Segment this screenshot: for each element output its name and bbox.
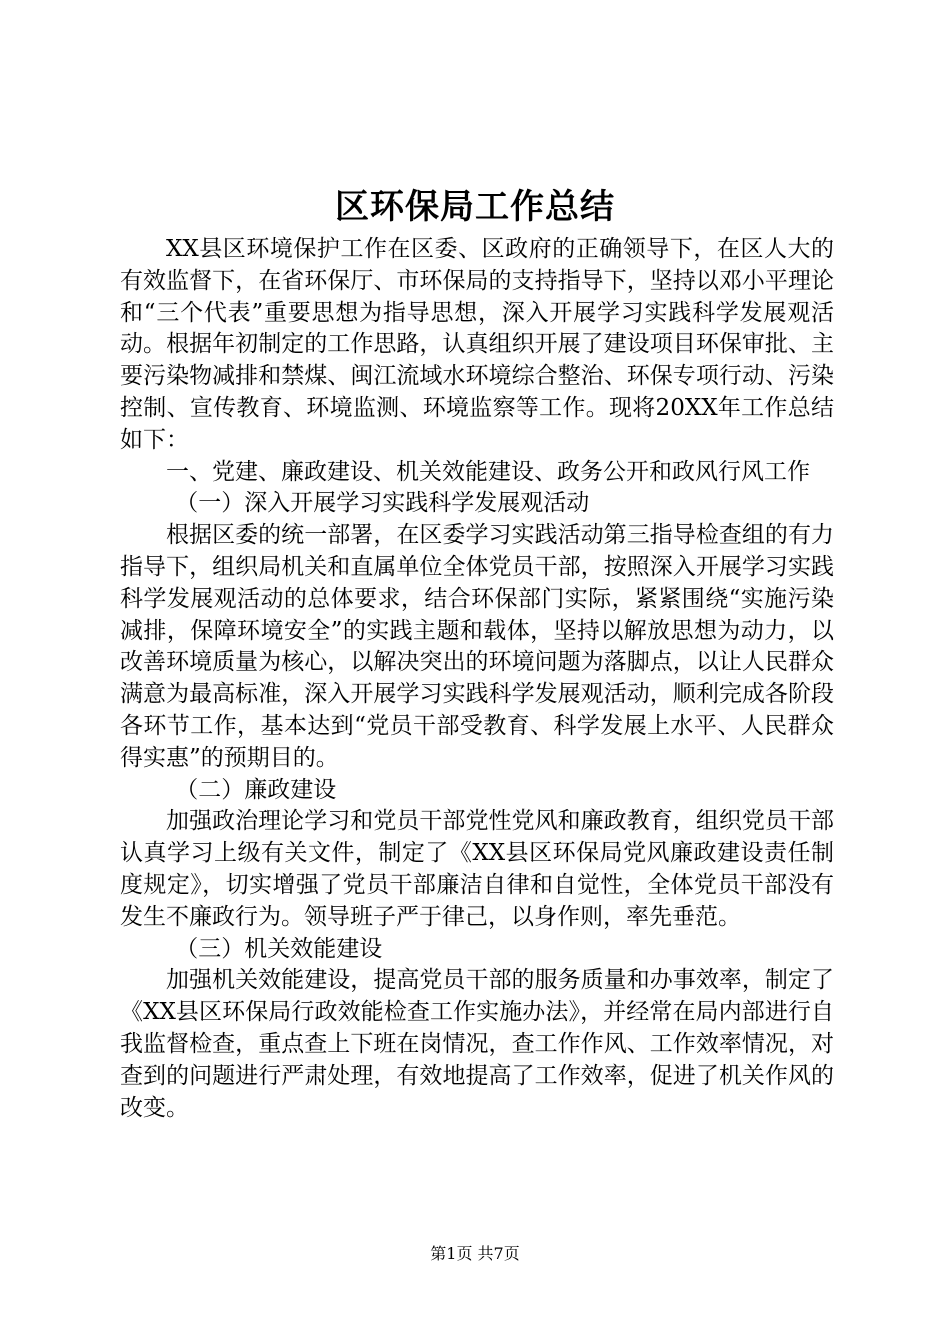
page-footer: 第1页 共7页: [430, 1244, 520, 1263]
document-title: 区环保局工作总结: [335, 187, 615, 227]
subsection-heading-2: （二）廉政建设: [175, 776, 337, 803]
subsection-paragraph-2: 加强政治理论学习和党员干部党性党风和廉政教育，组织党员干部认真学习上级有关文件，制定了《XX县区环保局党风廉政建设责任制度规定》，切实增强了党员干部廉洁自律和自觉性，全体党员干部没有发生不廉政行为。领导班子严于律己，以身作则，率先垂范。: [120, 808, 834, 930]
subsection-paragraph-3: 加强机关效能建设，提高党员干部的服务质量和办事效率，制定了《XX县区环保局行政效能检查工作实施办法》，并经常在局内部进行自我监督检查，重点查上下班在岗情况，查工作作风、工作效率情况，对查到的问题进行严肃处理，有效地提高了工作效率，促进了机关作风的改变。: [120, 967, 834, 1121]
subsection-heading-1: （一）深入开展学习实践科学发展观活动: [175, 490, 590, 517]
section-heading-1: 一、党建、廉政建设、机关效能建设、政务公开和政风行风工作: [166, 458, 810, 485]
subsection-heading-3: （三）机关效能建设: [175, 935, 383, 962]
document-body: [120, 234, 834, 1124]
subsection-paragraph-1: 根据区委的统一部署，在区委学习实践活动第三指导检查组的有力指导下，组织局机关和直属单位全体党员干部，按照深入开展学习实践科学发展观活动的总体要求，结合环保部门实际，紧紧围绕“实施污染减排，保障环境安全”的实践主题和载体，坚持以解放思想为动力，以改善环境质量为核心，以解决突出的环境问题为落脚点，以让人民群众满意为最高标准，深入开展学习实践科学发展观活动，顺利完成各阶段各环节工作，基本达到“党员干部受教育、科学发展上水平、人民群众得实惠”的预期目的。: [120, 522, 834, 771]
intro-paragraph: XX县区环境保护工作在区委、区政府的正确领导下，在区人大的有效监督下，在省环保厅、市环保局的支持指导下，坚持以邓小平理论和“三个代表”重要思想为指导思想，深入开展学习实践科学发展观活动。根据年初制定的工作思路，认真组织开展了建设项目环保审批、主要污染物减排和禁煤、闽江流域水环境综合整治、环保专项行动、污染控制、宣传教育、环境监测、环境监察等工作。现将20XX年工作总结如下：: [120, 236, 834, 453]
